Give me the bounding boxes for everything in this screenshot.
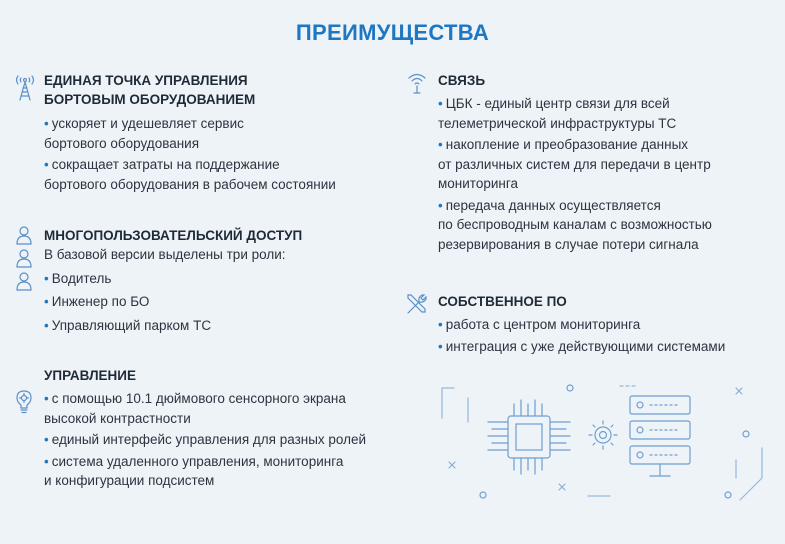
list-item: • ЦБК - единый центр связи для всей телеметрической инфраструктуры ТС: [438, 96, 677, 131]
section-heading: СОБСТВЕННОЕ ПО: [438, 294, 567, 309]
list-item: • интеграция с уже действующими системами: [438, 338, 726, 354]
list-item: • работа с центром мониторинга: [438, 317, 641, 332]
chip-gear-server-illustration: [440, 378, 770, 508]
section-heading: ЕДИНАЯ ТОЧКА УПРАВЛЕНИЯ БОРТОВЫМ ОБОРУДОВАНИЕМ: [44, 73, 256, 107]
section-heading: УПРАВЛЕНИЕ: [44, 368, 137, 383]
section-control-point: [44, 71, 384, 194]
section-heading: МНОГОПОЛЬЗОВАТЕЛЬСКИЙ ДОСТУП: [44, 228, 303, 243]
section-heading: СВЯЗЬ: [438, 73, 486, 88]
list-item: • Водитель: [44, 270, 112, 286]
antenna-tower-icon: [14, 72, 36, 102]
list-item: • с помощью 10.1 дюймового сенсорного экрана высокой контрастности: [44, 391, 346, 426]
list-item: • Инженер по БО: [44, 294, 150, 309]
section-multiuser: [44, 226, 384, 335]
list-item: • передача данных осуществляется по беспроводным каналам с возможностью резервирования в случае потери сигнала: [438, 197, 712, 252]
list-item: • сокращает затраты на поддержание бортового оборудования в рабочем состоянии: [44, 157, 336, 192]
list-item: • система удаленного управления, мониторинга и конфигурации подсистем: [44, 453, 344, 488]
lightbulb-gear-icon: [14, 388, 34, 416]
tools-icon: [405, 292, 429, 316]
users-icon: [14, 225, 34, 295]
wifi-icon: [407, 72, 427, 94]
list-item: • ускоряет и удешевляет сервис бортового оборудования: [44, 116, 244, 151]
section-management: [44, 366, 394, 491]
page-title: ПРЕИМУЩЕСТВА: [295, 20, 490, 45]
section-connection: [438, 71, 768, 254]
list-item: • накопление и преобразование данных от различных систем для передачи в центр мониторинга: [438, 137, 711, 191]
section-software: [438, 292, 768, 356]
list-item: • Управляющий парком ТС: [44, 317, 212, 333]
list-item: • единый интерфейс управления для разных ролей: [44, 432, 367, 447]
section-intro: В базовой версии выделены три роли:: [44, 247, 286, 262]
